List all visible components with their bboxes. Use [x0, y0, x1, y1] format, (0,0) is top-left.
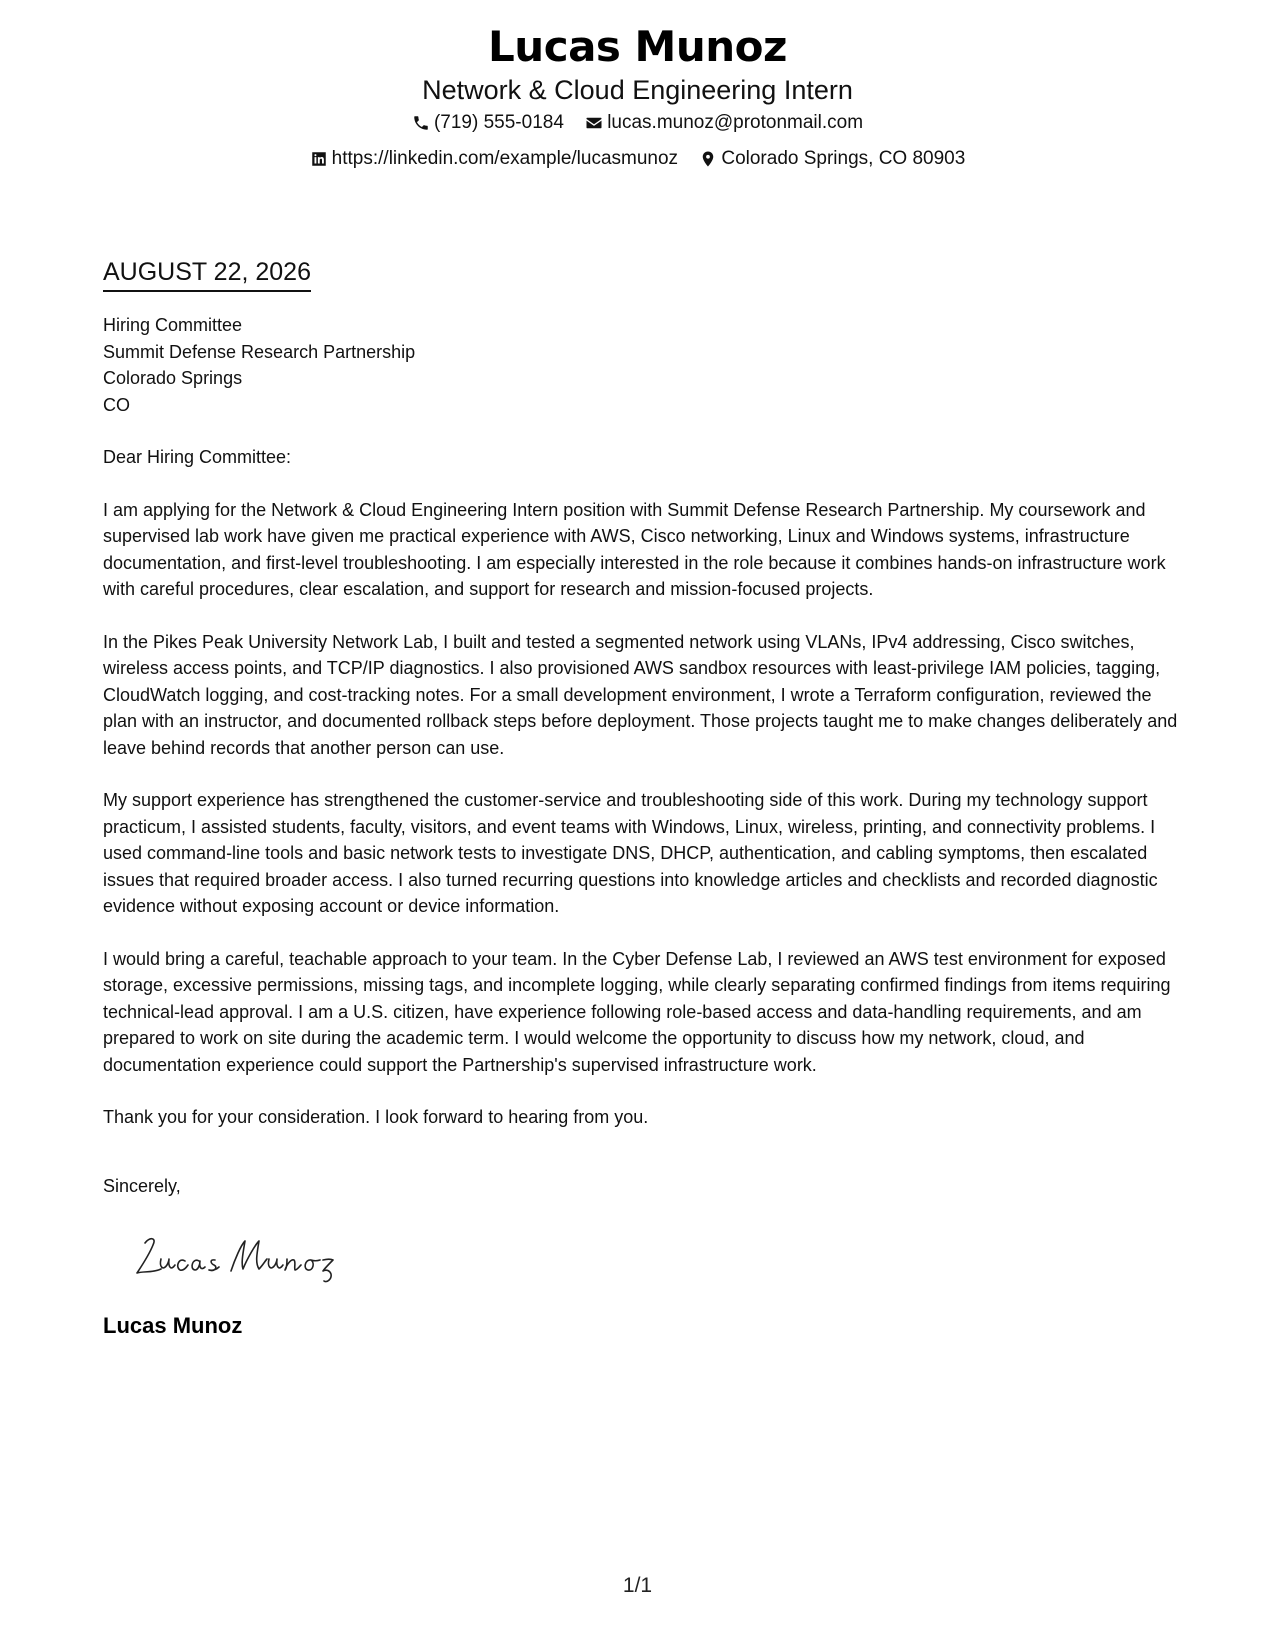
recipient-line: Summit Defense Research Partnership: [103, 341, 416, 362]
sign-off: Sincerely,: [103, 1175, 181, 1196]
body-paragraph: I am applying for the Network & Cloud Engineering Intern position with Summit Defense Research Partnership. My coursework and supervised lab work have given me practical experience with AWS, Cisco networking, Linux and Windows systems, infrastructure documentation, and first-level troubleshooting. I am especially interested in the role because it combines hands-on infrastructure work with careful procedures, clear escalation, and support for research and mission-focused projects.: [103, 499, 1166, 599]
phone-text: (719) 555-0184: [433, 112, 564, 133]
body-paragraph: In the Pikes Peak University Network Lab, I built and tested a segmented network using VLANs, IPv4 addressing, Cisco switches, wireless access points, and TCP/IP diagnostics. I also provisioned AWS sandbox resources with least-privilege IAM policies, tagging, CloudWatch logging, and cost-tracking notes. For a small development environment, I wrote a Terraform configuration, reviewed the plan with an instructor, and documented rollback steps before deployment. Those projects taught me to make changes deliberately and leave behind records that another person can use.: [103, 631, 1178, 758]
applicant-title: Network & Cloud Engineering Intern: [422, 75, 853, 105]
map-marker-icon: [699, 150, 717, 168]
email-text[interactable]: lucas.munoz@protonmail.com: [607, 112, 864, 133]
letter-date: AUGUST 22, 2026: [103, 255, 311, 292]
recipient-line: Colorado Springs: [103, 368, 243, 388]
body-paragraph: I would bring a careful, teachable approach to your team. In the Cyber Defense Lab, I reviewed an AWS test environment for exposed storage, excessive permissions, missing tags, and incomplete logging, while clearly separating confirmed findings from items requiring technical-lead approval. I am a U.S. citizen, have experience following role-based access and data-handling requirements, and am prepared to work on site during the academic term. I would welcome the opportunity to discuss how my network, cloud, and documentation experience could support the Partnership's supervised infrastructure work.: [103, 948, 1171, 1075]
envelope-icon: [585, 114, 603, 132]
handwritten-signature: [127, 1229, 367, 1289]
recipient-line: CO: [103, 394, 130, 415]
signed-name: Lucas Munoz: [103, 1312, 243, 1338]
salutation: Dear Hiring Committee:: [103, 447, 292, 467]
applicant-name: Lucas Munoz: [488, 22, 787, 71]
location-contact: [699, 144, 965, 174]
contact-line-2: [0, 144, 1275, 178]
page-number: 1/1: [622, 1574, 653, 1597]
phone-icon: [412, 114, 430, 132]
phone-contact: [412, 108, 564, 138]
recipient-line: Hiring Committee: [103, 315, 243, 335]
email-contact[interactable]: [585, 108, 863, 138]
location-text: Colorado Springs, CO 80903: [721, 148, 966, 169]
linkedin-icon: [310, 150, 328, 168]
contact-line-1: [0, 108, 1275, 142]
recipient-block: [103, 312, 1178, 418]
closing-sentence: Thank you for your consideration. I look forward to hearing from you.: [103, 1107, 649, 1127]
body-paragraph: My support experience has strengthened the customer-service and troubleshooting side of this work. During my technology support practicum, I assisted students, faculty, visitors, and event teams with Windows, Linux, wireless, printing, and connectivity problems. I used command-line tools and basic network tests to investigate DNS, DHCP, authentication, and cabling symptoms, then escalated issues that required broader access. I also turned recurring questions into knowledge articles and checklists and recorded diagnostic evidence without exposing account or device information.: [103, 790, 1158, 916]
linkedin-contact[interactable]: [310, 144, 678, 174]
letter-body: [103, 255, 1178, 1341]
linkedin-text[interactable]: https://linkedin.com/example/lucasmunoz: [331, 148, 679, 169]
letter-header: [0, 22, 1275, 178]
